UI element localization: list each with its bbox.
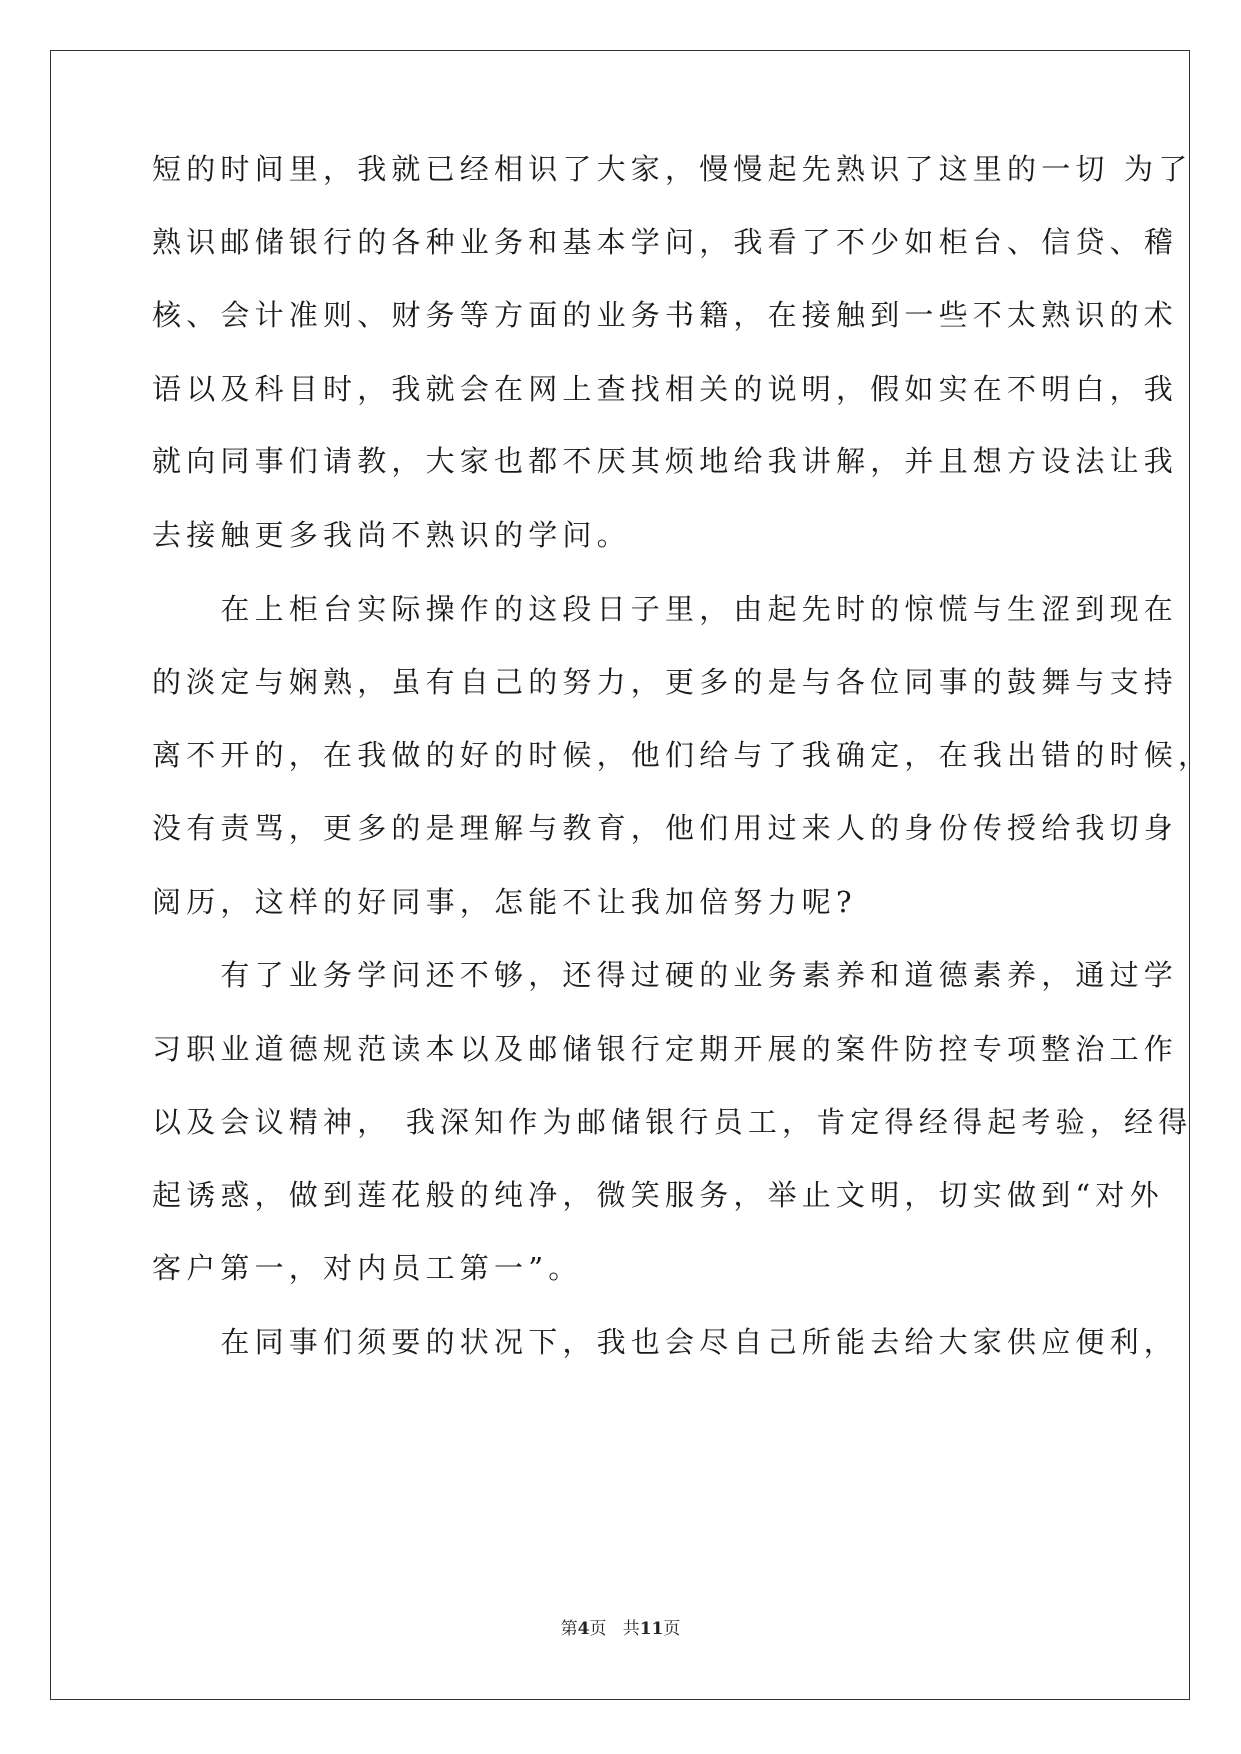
text-line: 去接触更多我尚不熟识的学问。 xyxy=(152,518,631,552)
text-line: 在上柜台实际操作的这段日子里，由起先时的惊慌与生涩到现在 xyxy=(152,592,1179,626)
text-line: 核、会计准则、财务等方面的业务书籍，在接触到一些不太熟识的术 xyxy=(152,298,1179,332)
current-page-number: 4 xyxy=(577,1619,590,1639)
text-line: 客户第一，对内员工第一”。 xyxy=(152,1251,583,1285)
text-line: 语以及科目时，我就会在网上查找相关的说明，假如实在不明白，我 xyxy=(152,372,1179,406)
text-line: 有了业务学问还不够，还得过硬的业务素养和道德素养，通过学 xyxy=(152,958,1179,992)
text-line: 习职业道德规范读本以及邮储银行定期开展的案件防控专项整治工作 xyxy=(152,1032,1179,1066)
footer-total-prefix: 共 xyxy=(622,1619,640,1639)
text-line: 离不开的，在我做的好的时候，他们给与了我确定，在我出错的时候， xyxy=(152,738,1213,772)
footer-total-suffix: 页 xyxy=(663,1619,681,1639)
text-line: 没有责骂，更多的是理解与教育，他们用过来人的身份传授给我切身 xyxy=(152,811,1179,845)
total-pages-number: 11 xyxy=(639,1619,664,1639)
text-line: 在同事们须要的状况下，我也会尽自己所能去给大家供应便利， xyxy=(152,1325,1179,1359)
footer-prefix: 第 xyxy=(560,1619,578,1639)
footer-page-suffix: 页 xyxy=(589,1619,607,1639)
text-line: 熟识邮储银行的各种业务和基本学问，我看了不少如柜台、信贷、稽 xyxy=(152,225,1179,259)
page-footer xyxy=(0,1614,1241,1639)
text-line: 的淡定与娴熟，虽有自己的努力，更多的是与各位同事的鼓舞与支持 xyxy=(152,665,1179,699)
text-line: 阅历，这样的好同事，怎能不让我加倍努力呢? xyxy=(152,885,857,919)
text-line: 起诱惑，做到莲花般的纯净，微笑服务，举止文明，切实做到“对外 xyxy=(152,1178,1164,1212)
text-line: 就向同事们请教，大家也都不厌其烦地给我讲解，并且想方设法让我 xyxy=(152,444,1179,478)
text-line: 短的时间里，我就已经相识了大家，慢慢起先熟识了这里的一切 为了 xyxy=(152,152,1193,186)
text-line: 以及会议精神， 我深知作为邮储银行员工，肯定得经得起考验，经得 xyxy=(152,1105,1193,1139)
